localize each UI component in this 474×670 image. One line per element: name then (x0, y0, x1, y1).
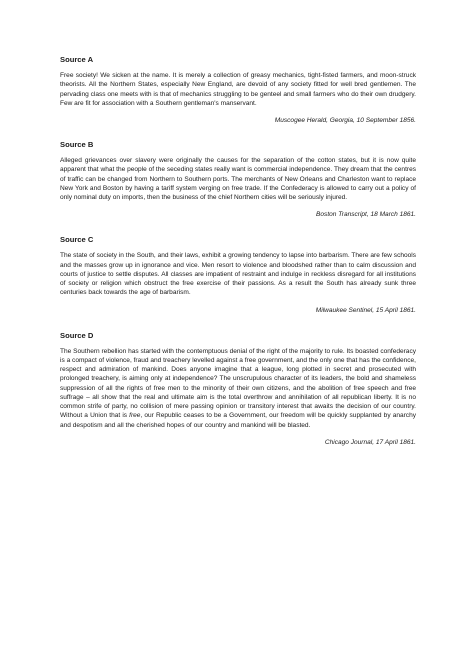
source-citation: Chicago Journal, 17 April 1861. (324, 438, 416, 446)
source-text: The state of society in the South, and their laws, exhibit a growing tendency to lapse into barbarism. There are few schools and the masses grow up in ignorance and vice. Men resort to violence and bloodshed rather than to calm discussion and courts of justice to settle disputes. All classes are impatient of restraint and indulge in reckless disregard for all institutions of society or religion which obstruct the free exercise of their passions. As a result the South has already sunk three centuries back towards the age of barbarism. (60, 252, 416, 297)
source-b (60, 140, 416, 219)
source-heading: Source A (60, 55, 94, 64)
source-d (60, 331, 416, 447)
source-citation: Muscogee Herald, Georgia, 10 September 1856. (274, 117, 416, 124)
source-citation: Milwaukee Sentinel, 15 April 1861. (315, 306, 416, 314)
source-heading: Source B (60, 140, 94, 149)
source-c (60, 235, 416, 314)
source-text: Alleged grievances over slavery were originally the causes for the separation of the cotton states, but it is now quite apparent that what the people of the seceding states really want is commercial independence. They dream that the centres of traffic can be changed from Northern to Southern ports. The merchants of New Orleans and Charleston want to replace New York and Boston by having a tariff system verging on free trade. If the Confederacy is allowed to carry out a policy of only nominal duty on imports, then the business of the chief Northern cities will be seriously injured. (60, 157, 416, 201)
emphasized-word: free (129, 412, 141, 420)
source-text: Free society! We sicken at the name. It is merely a collection of greasy mechanics, tight-fisted farmers, and moon-struck theorists. All the Northern States, especially New England, are devoid of any society fitted for well bred gentlemen. The pervading class one meets with is that of mechanics struggling to be genteel and small farmers who do their own drudgery. Few are fit for association with a Southern gentleman's manservant. (60, 72, 416, 107)
source-text-part: , our Republic ceases to be a Government, our freedom will be quickly supplanted by anarchy and despotism and all the cherished hopes of our country and mankind will be blasted. (60, 412, 416, 429)
source-text-part: The Southern rebellion has started with the contemptuous denial of the right of the majority to rule. Its boasted confederacy is a compact of violence, fraud and treachery levelled against a free government, and the only one that has the confidence, respect and admiration of mankind. Does anyone imagine that a league, long plotted in secret and prosecuted with prolonged treachery, is aiming only at independence? The unscrupulous character of its leaders, the bold and shameless suppression of all the rights of free men to the minority of their own citizens, and the abolition of free speech and free suffrage – all show that the real and ultimate aim is the total overthrow and annihilation of all republican liberty. It is no common strife of party, no collision of mere passing opinion or transitory interest that awaits the decision of our country. Without a Union that is (60, 347, 416, 420)
source-heading: Source D (60, 330, 94, 340)
source-text (60, 347, 416, 430)
source-citation: Boston Transcript, 18 March 1861. (316, 211, 416, 219)
source-heading: Source C (60, 235, 94, 245)
source-a (60, 55, 416, 125)
